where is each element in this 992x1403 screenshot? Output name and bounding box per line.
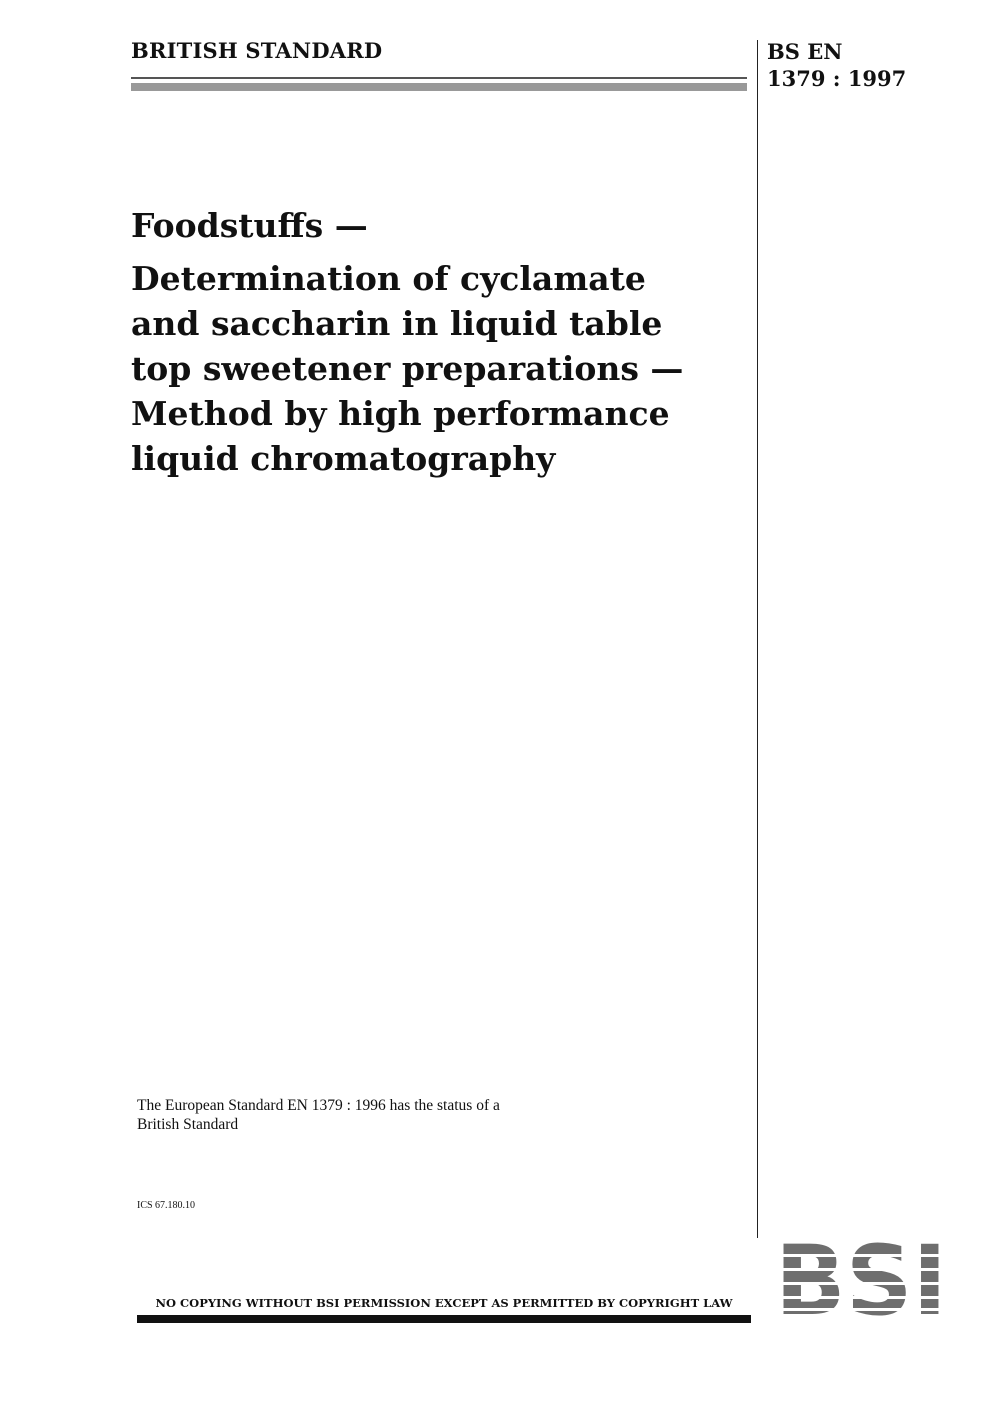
status-note-line: British Standard xyxy=(137,1116,239,1133)
document-title xyxy=(131,203,751,481)
ics-code: ICS 67.180.10 xyxy=(137,1200,196,1211)
title-line: Method by high performance xyxy=(131,394,670,433)
title-line: and saccharin in liquid table xyxy=(131,304,663,343)
standard-number-prefix: BS EN xyxy=(767,39,843,64)
copyright-notice: NO COPYING WITHOUT BSI PERMISSION EXCEPT AS PERMITTED BY COPYRIGHT LAW xyxy=(155,1296,733,1310)
document-type-label: BRITISH STANDARD xyxy=(131,38,383,63)
vertical-divider xyxy=(757,40,758,1238)
standard-number xyxy=(767,38,906,92)
standard-number-code: 1379 : 1997 xyxy=(767,66,907,91)
bsi-logo-icon xyxy=(774,1240,948,1322)
status-note xyxy=(137,1096,500,1134)
title-line: Foodstuffs — xyxy=(131,206,368,245)
footer-rule xyxy=(137,1315,751,1323)
header-rule-thin xyxy=(131,77,747,79)
title-line: liquid chromatography xyxy=(131,439,556,478)
header-rule-thick xyxy=(131,83,747,91)
title-line: top sweetener preparations — xyxy=(131,349,684,388)
title-line: Determination of cyclamate xyxy=(131,259,646,298)
status-note-line: The European Standard EN 1379 : 1996 has the status of a xyxy=(137,1097,500,1114)
